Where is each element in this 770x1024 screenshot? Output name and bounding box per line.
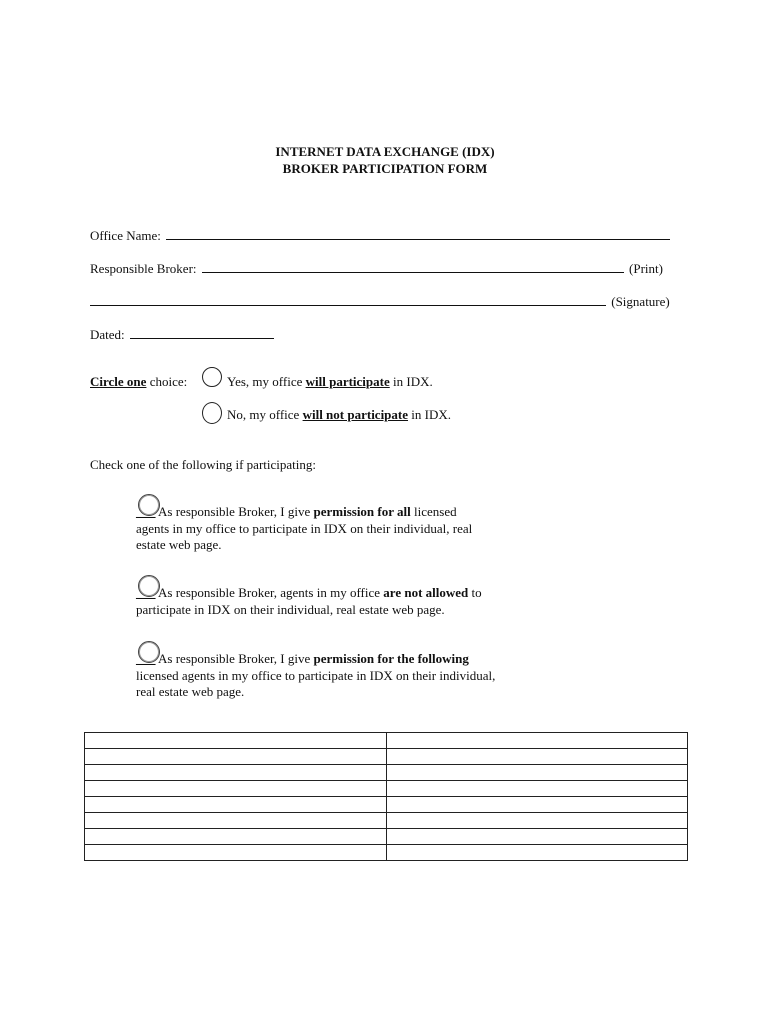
table-row <box>85 765 688 781</box>
dated-row <box>90 326 276 343</box>
table-row <box>85 829 688 845</box>
table-cell[interactable] <box>85 845 387 861</box>
option-1-post: licensed <box>410 504 457 519</box>
option-1-line1 <box>136 504 472 521</box>
option-2-bold: are not allowed <box>383 585 469 600</box>
table-cell[interactable] <box>85 765 387 781</box>
signature-field[interactable] <box>90 293 606 306</box>
table-cell[interactable] <box>85 797 387 813</box>
table-row <box>85 781 688 797</box>
yes-bold: will participate <box>305 374 390 389</box>
table-cell[interactable] <box>85 829 387 845</box>
no-bold: will not participate <box>302 407 409 422</box>
table-row <box>85 733 688 749</box>
agents-table-body <box>85 733 688 861</box>
circle-one-prompt <box>90 374 187 390</box>
table-row <box>85 749 688 765</box>
table-row <box>85 845 688 861</box>
option-2-blank[interactable]: ___ <box>136 585 156 600</box>
table-cell[interactable] <box>85 749 387 765</box>
option-1-line3: estate web page. <box>136 537 222 552</box>
table-cell[interactable] <box>386 781 688 797</box>
option-1-line2: agents in my office to participate in IDX on their individual, real <box>136 520 473 536</box>
dated-label: Dated: <box>90 327 125 342</box>
table-cell[interactable] <box>386 829 688 845</box>
option-3-line1 <box>136 651 495 668</box>
yes-circle[interactable] <box>202 367 222 387</box>
form-title-line1: INTERNET DATA EXCHANGE (IDX) <box>275 144 495 159</box>
option-3-bold: permission for the following <box>313 651 469 666</box>
table-cell[interactable] <box>386 845 688 861</box>
table-cell[interactable] <box>85 733 387 749</box>
responsible-broker-row <box>90 260 663 277</box>
option-1-blank[interactable]: ___ <box>136 504 156 519</box>
form-title-line2: BROKER PARTICIPATION FORM <box>282 161 488 176</box>
table-cell[interactable] <box>386 797 688 813</box>
table-cell[interactable] <box>85 813 387 829</box>
yes-option <box>227 374 433 390</box>
office-name-label: Office Name: <box>90 228 161 243</box>
office-name-row <box>90 227 672 244</box>
table-row <box>85 797 688 813</box>
yes-suffix: in IDX. <box>389 374 433 389</box>
option-3-line3: real estate web page. <box>136 684 245 699</box>
option-2-line2: participate in IDX on their individual, real estate web page. <box>136 601 445 617</box>
table-cell[interactable] <box>386 765 688 781</box>
signature-label: (Signature) <box>611 294 670 309</box>
option-1-bold: permission for all <box>313 504 411 519</box>
no-suffix: in IDX. <box>408 407 451 422</box>
no-circle[interactable] <box>202 402 222 424</box>
table-cell[interactable] <box>386 749 688 765</box>
yes-prefix: Yes, my office <box>227 374 306 389</box>
office-name-field[interactable] <box>166 227 670 240</box>
agents-table <box>84 732 688 861</box>
option-3-line2: licensed agents in my office to participate in IDX on their individual, <box>136 667 496 683</box>
table-cell[interactable] <box>386 813 688 829</box>
option-1-pre: As responsible Broker, I give <box>155 504 314 519</box>
option-3-text <box>136 651 495 701</box>
responsible-broker-label: Responsible Broker: <box>90 261 197 276</box>
table-cell[interactable] <box>386 733 688 749</box>
circle-one-label: Circle one <box>90 374 147 389</box>
signature-row <box>90 293 670 310</box>
check-heading: Check one of the following if participating: <box>90 457 316 472</box>
option-1-text <box>136 504 472 554</box>
no-prefix: No, my office <box>227 407 303 422</box>
option-2-text <box>136 585 482 618</box>
option-2-pre: As responsible Broker, agents in my office <box>155 585 384 600</box>
responsible-broker-field[interactable] <box>202 260 624 273</box>
table-cell[interactable] <box>85 781 387 797</box>
dated-field[interactable] <box>130 326 274 339</box>
option-2-post: to <box>468 585 482 600</box>
table-row <box>85 813 688 829</box>
option-3-pre: As responsible Broker, I give <box>155 651 314 666</box>
print-label: (Print) <box>629 261 663 276</box>
no-option <box>227 407 451 423</box>
option-3-blank[interactable]: ___ <box>136 651 156 666</box>
option-2-line1 <box>136 585 482 602</box>
choice-suffix: choice: <box>149 374 188 389</box>
